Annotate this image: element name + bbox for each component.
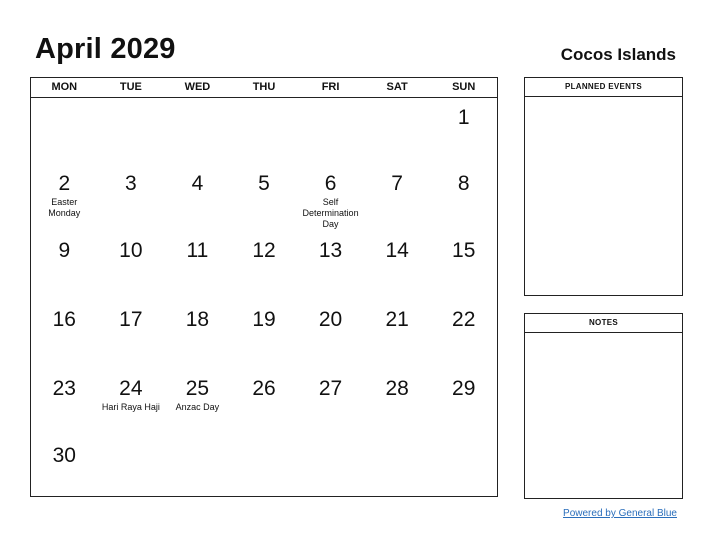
day-number: 2 [58,172,71,195]
day-cell [297,436,364,487]
weekday-header-mon: MON [51,81,78,93]
planned-events-title: PLANNED EVENTS [525,78,682,97]
day-cell [364,436,431,487]
notes-panel [524,313,683,499]
day-cell [364,98,431,164]
day-cell [31,300,98,369]
holiday-label: Self Determination Day [302,197,359,229]
weekday-header-tue: TUE [119,81,142,93]
day-number: 18 [185,308,210,331]
day-number: 19 [252,308,276,331]
day-number: 15 [452,239,476,262]
holiday-label: Hari Raya Haji [101,402,160,412]
day-number: 26 [252,377,276,400]
day-number: 14 [385,239,409,262]
weekday-header-fri: FRI [321,81,340,93]
day-number: 21 [385,308,409,331]
day-cell [164,164,231,231]
day-cell [98,369,165,436]
day-cell [98,231,165,300]
calendar-weeks [31,98,497,487]
day-cell [297,369,364,436]
day-cell [297,231,364,300]
planned-events-panel [524,77,683,296]
day-number: 17 [119,308,143,331]
day-cell [231,436,298,487]
day-cell [297,98,364,164]
day-number: 24 [119,377,143,400]
day-cell [364,231,431,300]
day-cell [364,300,431,369]
day-cell [231,300,298,369]
day-number: 3 [125,172,137,195]
day-cell [98,98,165,164]
holiday-label: Easter Monday [48,197,81,218]
day-cell [98,164,165,231]
day-cell [31,436,98,487]
day-number: 27 [318,377,343,400]
day-number: 12 [252,239,276,262]
day-number: 6 [324,172,337,195]
day-cell [430,369,497,436]
day-number: 22 [452,308,476,331]
day-number: 10 [119,239,143,262]
day-cell [98,436,165,487]
page-title: April 2029 [35,33,176,65]
weekday-header-wed: WED [184,81,211,93]
day-cell [164,300,231,369]
day-cell [430,98,497,164]
region-label: Cocos Islands [560,45,676,64]
day-number: 25 [185,377,210,400]
day-cell [364,369,431,436]
day-number: 23 [52,377,76,400]
day-cell [231,98,298,164]
powered-by-link[interactable]: Powered by General Blue [563,508,677,519]
holiday-label: Anzac Day [175,402,220,412]
day-cell [164,98,231,164]
day-number: 5 [258,172,270,195]
day-cell [31,231,98,300]
day-number: 8 [457,172,470,195]
day-number: 9 [58,239,71,262]
day-number: 16 [52,308,76,331]
weekday-header-sun: SUN [452,81,476,93]
day-number: 7 [391,172,403,195]
day-cell [297,300,364,369]
weekday-header-thu: THU [252,81,276,93]
day-number: 30 [52,444,76,467]
day-number: 1 [457,106,470,129]
day-number: 20 [318,308,343,331]
notes-title: NOTES [525,314,682,333]
day-number: 28 [385,377,409,400]
day-cell [231,231,298,300]
day-number: 13 [318,239,343,262]
day-cell [98,300,165,369]
day-cell [430,436,497,487]
day-cell [364,164,431,231]
day-cell [430,164,497,231]
day-number: 29 [452,377,476,400]
weekday-header-sat: SAT [386,81,408,93]
day-cell [164,369,231,436]
day-cell [31,164,98,231]
day-number: 11 [186,239,209,262]
day-cell [164,231,231,300]
day-cell [430,231,497,300]
day-cell [164,436,231,487]
day-cell [231,164,298,231]
day-cell [31,369,98,436]
day-cell [297,164,364,231]
day-number: 4 [191,172,204,195]
calendar-grid [30,77,498,497]
weekday-header-row [31,78,497,98]
day-cell [31,98,98,164]
day-cell [430,300,497,369]
day-cell [231,369,298,436]
